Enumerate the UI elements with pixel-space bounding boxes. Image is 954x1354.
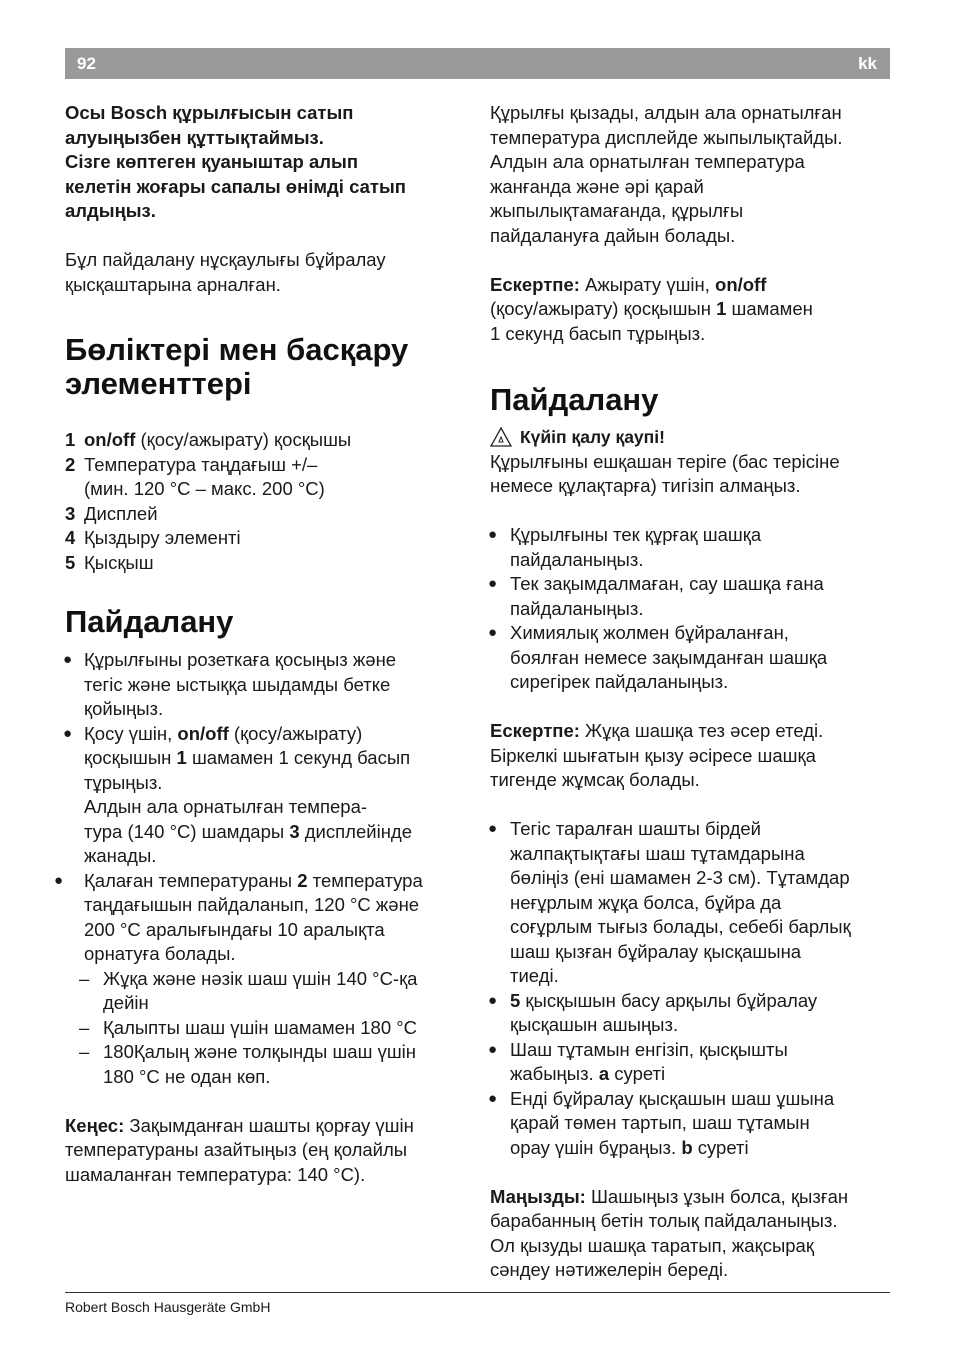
bullet-icon: ●: [63, 651, 73, 668]
page-header-bar: [65, 48, 890, 79]
list-item: 2 Температура таңдағыш +/–: [65, 453, 318, 475]
warning-title: Күйіп қалу қаупі!: [490, 425, 890, 450]
list-item: – Жұқа және нәзік шаш үшін 140 °C-қа дейін: [79, 967, 418, 1013]
use-heading-right: Пайдалану: [490, 382, 659, 417]
bullet-icon: ●: [488, 1040, 498, 1058]
warning-icon: [490, 427, 512, 447]
parts-list: [65, 428, 465, 575]
warning-text: Құрылғыны ешқашан теріге (бас терісіне немесе құлақтарға) тигізіп алмаңыз.: [490, 450, 840, 496]
list-item: – Қалыпты шаш үшін шамамен 180 °C: [79, 1016, 418, 1038]
bullet-icon: ●: [54, 871, 64, 889]
footer-divider: [65, 1292, 890, 1293]
bullet-icon: ●: [488, 575, 498, 592]
tip-paragraph: Кеңес: Зақымданған шашты қорғау үшін температураны азайтыңыз (ең қолайлы шамаланған температура: 140 °C).: [65, 1114, 414, 1185]
list-item: ● Химиялық жолмен бұйраланған, боялған немесе зақымданған шашқа сирегірек пайдаланыңыз.: [488, 622, 828, 692]
list-item: ● Тегіс таралған шашты бірдей жалпақтықтағы шаш тұтамдарына бөліңіз (ені шамамен 2-3 см). Тұтамдар неғұрлым жұқа болса, бұйра да соғұрлым тығыз болады, себебі барлық шаш қызған бұйралау қысқашына тиеді.: [488, 818, 851, 986]
list-item: – 180Қалың және толқынды шаш үшін 180 °C не одан көп.: [79, 1041, 417, 1087]
list-item: ● Тек зақымдалмаған, сау шашқа ғана пайдаланыңыз.: [488, 573, 824, 619]
list-item: ● Шаш тұтамын енгізіп, қысқышты жабыңыз. a суреті: [488, 1038, 788, 1084]
list-item: ● 5 қысқышын басу арқылы бұйралау қысқашын ашыңыз.: [488, 989, 818, 1035]
list-item: 1 on/off (қосу/ажырату) қосқышы: [65, 429, 352, 450]
list-item: 4 Қыздыру элементі: [65, 527, 241, 548]
list-item: ● Құрылғыны тек құрғақ шашқа пайдаланыңыз.: [488, 524, 762, 570]
right-column: [490, 101, 890, 1283]
bullet-icon: ●: [488, 1089, 498, 1107]
instruction-bullets: [490, 817, 890, 1160]
language-code: kk: [858, 54, 877, 73]
list-item: 5 Қысқыш: [65, 551, 154, 573]
manual-paragraph: Бұл пайдалану нұсқаулығы бұйралау қысқаштарына арналған.: [65, 249, 386, 295]
hair-type-bullets: [490, 523, 890, 695]
intro-paragraph: Осы Bosch құрылғысын сатып алуыңызбен құттықтаймыз. Сізге көптеген қуаныштар алып келетін жоғары сапалы өнімді сатып алдыңыз.: [65, 102, 406, 221]
left-column: [54, 101, 465, 1187]
list-item: ● Енді бұйралау қысқашын шаш ұшына қарай төмен тартып, шаш тұтамын орау үшін бұраңыз. b суреті: [488, 1087, 835, 1158]
note-off-paragraph: Ескертпе: Ажырату үшін, on/off (қосу/ажырату) қосқышын 1 шамамен 1 секунд басып тұрыңыз.: [490, 273, 813, 344]
heat-paragraph: Құрылғы қызады, алдын ала орнатылған температура дисплейде жыпылықтайды. Алдын ала орнатылған температура жанғанда және әрі қарай жыпылықтамағанда, құрылғы пайдалануға дайын болады.: [490, 102, 843, 246]
list-item: ● Қосу үшін, on/off (қосу/ажырату) қосқышын 1 шамамен 1 секунд басып тұрыңыз. Алдын ала орнатылған темпера- тура (140 °C) шамдары 3 дисплейінде жанады.: [63, 722, 412, 866]
list-item: (мин. 120 °C – макс. 200 °C): [84, 478, 325, 499]
note-thin-hair-paragraph: Ескертпе: Жұқа шашқа тез әсер етеді. Біркелкі шығатын қызу әсіресе шашқа тигенде жұмсақ болады.: [490, 720, 824, 790]
list-item: 3 Дисплей: [65, 502, 158, 524]
bullet-icon: ●: [488, 820, 498, 837]
list-item: ● Құрылғыны розеткаға қосыңыз және тегіс және ыстыққа шыдамды бетке қойыңыз.: [63, 649, 397, 719]
use-heading: Пайдалану: [65, 604, 234, 639]
parts-heading: Бөліктері мен басқару элементтері: [65, 332, 409, 401]
temperature-dashes: [65, 967, 465, 1090]
use-bullets: [54, 648, 465, 967]
list-item: ● Қалаған температураны 2 температура таңдағышын пайдаланып, 120 °C және 200 °C аралығындағы 10 аралықта орнатуға болады.: [54, 869, 423, 964]
bullet-icon: ●: [488, 526, 498, 543]
bullet-icon: ●: [488, 624, 498, 641]
bullet-icon: ●: [488, 991, 498, 1009]
important-paragraph: Маңызды: Шашыңыз ұзын болса, қызған барабанның бетін толық пайдаланыңыз. Ол қызуды шашқа таратып, жақсырақ сәндеу нәтижелерін береді.: [490, 1185, 849, 1280]
page-number: 92: [77, 54, 96, 73]
bullet-icon: ●: [63, 724, 73, 742]
footer-company: Robert Bosch Hausgeräte GmbH: [65, 1299, 271, 1315]
